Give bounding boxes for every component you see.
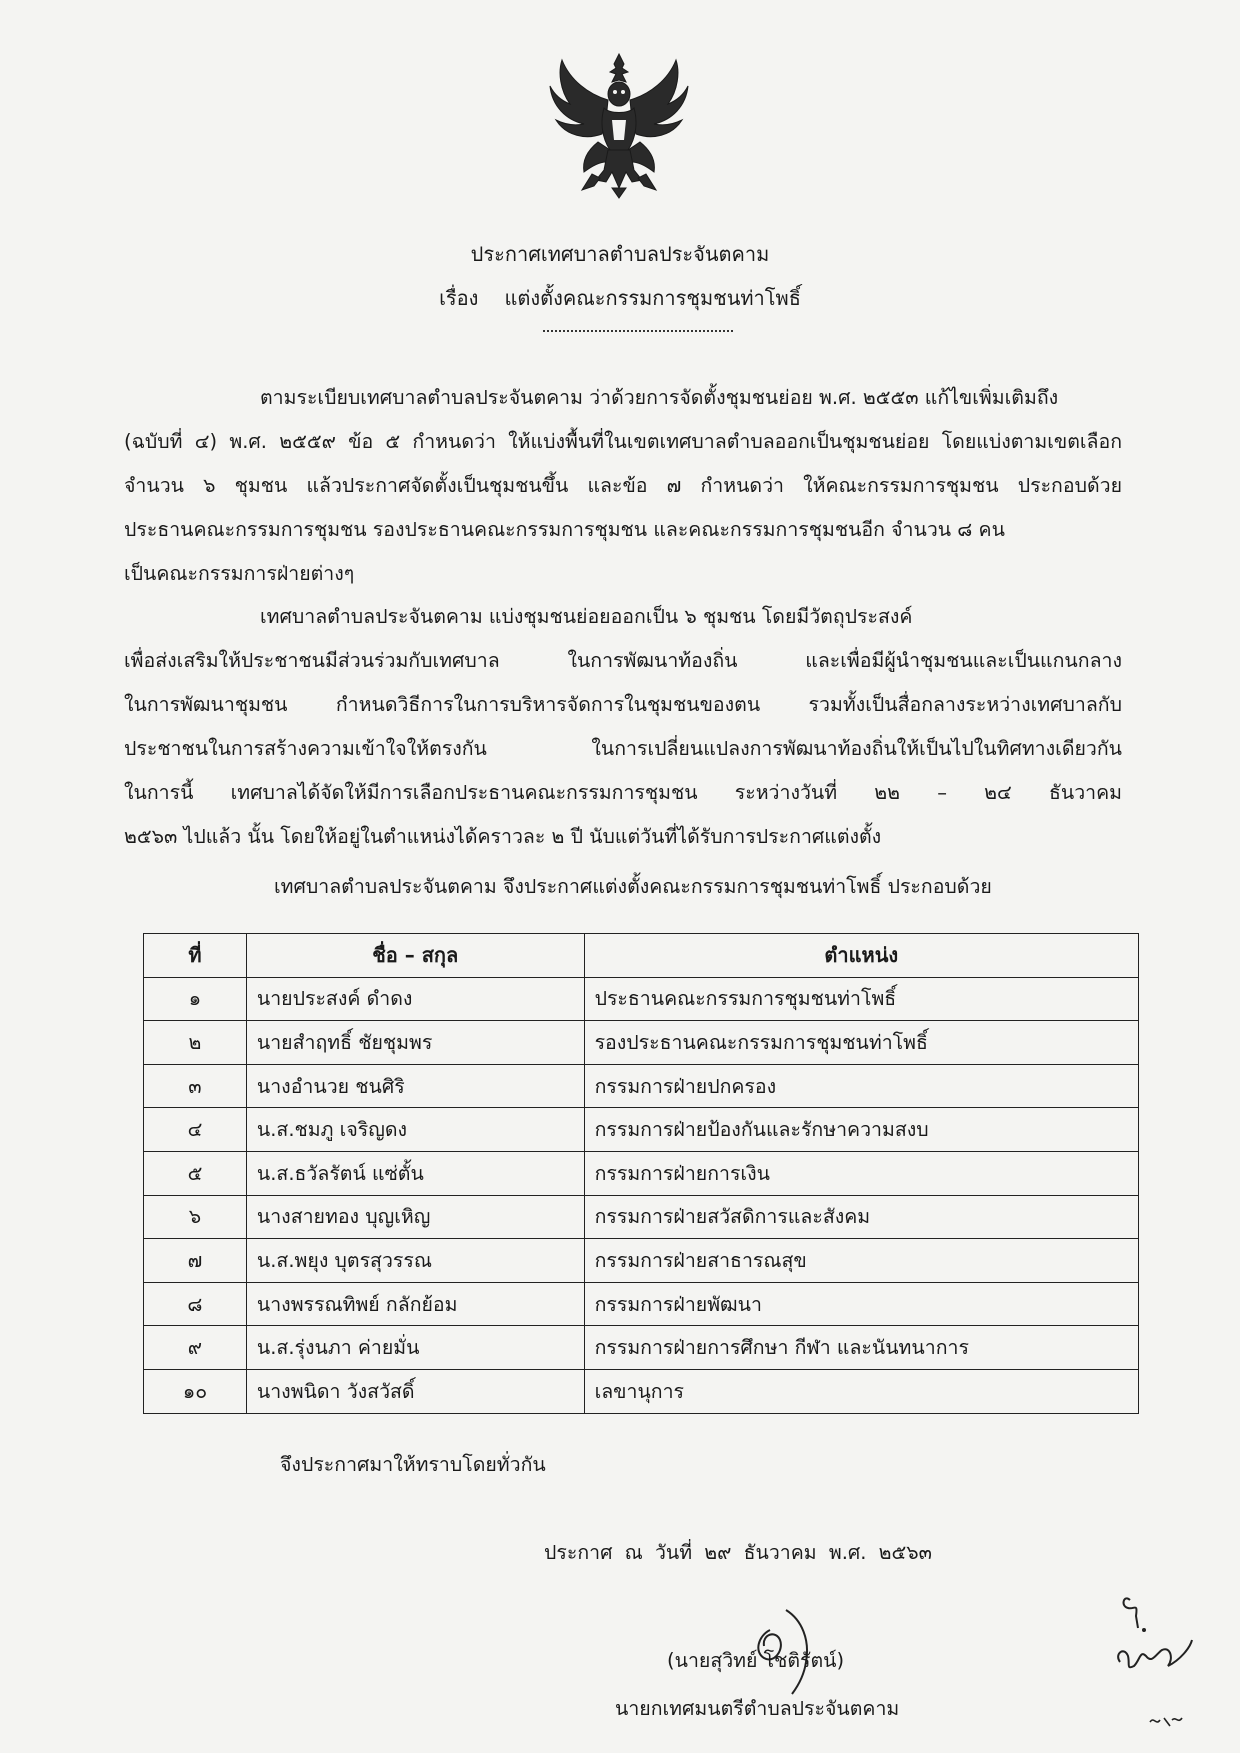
cell-number: ๑๐ xyxy=(144,1369,247,1413)
cell-position: กรรมการฝ่ายการศึกษา กีฬา และนันทนาการ xyxy=(584,1326,1138,1370)
cell-position: กรรมการฝ่ายการเงิน xyxy=(584,1151,1138,1195)
cell-position: กรรมการฝ่ายสาธารณสุข xyxy=(584,1239,1138,1283)
table-row xyxy=(144,977,1139,1021)
cell-number: ๖ xyxy=(144,1195,247,1239)
paragraph-line: เทศบาลตำบลประจันตคาม จึงประกาศแต่งตั้งคณะกรรมการชุมชนท่าโพธิ์ ประกอบด้วย xyxy=(274,875,992,898)
paragraph-line: ในการนี้ เทศบาลได้จัดให้มีการเลือกประธานคณะกรรมการชุมชน ระหว่างวันที่ ๒๒ – ๒๔ ธันวาคม xyxy=(124,781,1122,804)
cell-name: นายสำฤทธิ์ ชัยชุมพร xyxy=(246,1021,584,1065)
announcement-subject xyxy=(0,282,1240,314)
table-header-row xyxy=(144,934,1139,978)
table-row xyxy=(144,1064,1139,1108)
cell-number: ๑ xyxy=(144,977,247,1021)
cell-number: ๔ xyxy=(144,1108,247,1152)
cell-number: ๘ xyxy=(144,1282,247,1326)
paragraph-line: ๒๕๖๓ ไปแล้ว นั้น โดยให้อยู่ในตำแหน่งได้คราวละ ๒ ปี นับแต่วันที่ได้รับการประกาศแต่งตั้ง xyxy=(124,825,882,848)
table-row xyxy=(144,1151,1139,1195)
cell-name: น.ส.ธวัลรัตน์ แซ่ตั้น xyxy=(246,1151,584,1195)
paragraph-line: ประธานคณะกรรมการชุมชน รองประธานคณะกรรมการชุมชน และคณะกรรมการชุมชนอีก จำนวน ๘ คน xyxy=(124,518,1005,541)
subject-label: เรื่อง xyxy=(439,286,479,310)
paragraph-line: ตามระเบียบเทศบาลตำบลประจันตคาม ว่าด้วยการจัดตั้งชุมชนย่อย พ.ศ. ๒๕๕๓ แก้ไขเพิ่มเติมถึง xyxy=(260,386,1059,409)
announcement-title: ประกาศเทศบาลตำบลประจันตคาม xyxy=(470,242,770,266)
cell-number: ๓ xyxy=(144,1064,247,1108)
column-header-position: ตำแหน่ง xyxy=(584,934,1138,978)
signatory-position: นายกเทศมนตรีตำบลประจันตคาม xyxy=(615,1697,900,1720)
table-row xyxy=(144,1282,1139,1326)
paragraph-line: (ฉบับที่ ๔) พ.ศ. ๒๕๕๙ ข้อ ๕ กำหนดว่า ให้แบ่งพื้นที่ในเขตเทศบาลตำบลออกเป็นชุมชนย่อย โดยแบ่งตามเขตเลือก xyxy=(124,430,1122,453)
cell-number: ๙ xyxy=(144,1326,247,1370)
column-header-name: ชื่อ – สกุล xyxy=(246,934,584,978)
handwritten-initials-icon xyxy=(1110,1580,1210,1750)
paragraph-line: เทศบาลตำบลประจันตคาม แบ่งชุมชนย่อยออกเป็น ๖ ชุมชน โดยมีวัตถุประสงค์ xyxy=(260,605,913,628)
cell-position: รองประธานคณะกรรมการชุมชนท่าโพธิ์ xyxy=(584,1021,1138,1065)
signatory-name: (นายสุวิทย์ โชติรัตน์) xyxy=(667,1649,845,1672)
cell-name: นางอำนวย ชนศิริ xyxy=(246,1064,584,1108)
cell-number: ๕ xyxy=(144,1151,247,1195)
paragraph-line: เป็นคณะกรรมการฝ่ายต่างๆ xyxy=(124,562,355,585)
cell-position: กรรมการฝ่ายสวัสดิการและสังคม xyxy=(584,1195,1138,1239)
table-row xyxy=(144,1326,1139,1370)
paragraph-line: เพื่อส่งเสริมให้ประชาชนมีส่วนร่วมกับเทศบาล ในการพัฒนาท้องถิ่น และเพื่อมีผู้นำชุมชนและเป็นแกนกลาง xyxy=(124,649,1122,672)
cell-position: กรรมการฝ่ายป้องกันและรักษาความสงบ xyxy=(584,1108,1138,1152)
garuda-emblem-icon xyxy=(548,50,690,200)
cell-name: นางสายทอง บุญเหิญ xyxy=(246,1195,584,1239)
cell-name: นายประสงค์ ดำดง xyxy=(246,977,584,1021)
cell-number: ๒ xyxy=(144,1021,247,1065)
table-row xyxy=(144,1021,1139,1065)
column-header-number: ที่ xyxy=(144,934,247,978)
committee-table xyxy=(143,933,1139,1414)
cell-number: ๗ xyxy=(144,1239,247,1283)
subject-text: แต่งตั้งคณะกรรมการชุมชนท่าโพธิ์ xyxy=(504,286,801,310)
table-row xyxy=(144,1108,1139,1152)
cell-position: ประธานคณะกรรมการชุมชนท่าโพธิ์ xyxy=(584,977,1138,1021)
cell-name: น.ส.พยุง บุตรสุวรรณ xyxy=(246,1239,584,1283)
table-row xyxy=(144,1369,1139,1413)
cell-position: กรรมการฝ่ายพัฒนา xyxy=(584,1282,1138,1326)
paragraph-line: ประชาชนในการสร้างความเข้าใจให้ตรงกัน ในการเปลี่ยนแปลงการพัฒนาท้องถิ่นให้เป็นไปในทิศทางเดียวกัน xyxy=(124,737,1122,760)
cell-name: น.ส.รุ่งนภา ค่ายมั่น xyxy=(246,1326,584,1370)
table-row xyxy=(144,1239,1139,1283)
dotted-separator xyxy=(543,330,733,332)
cell-name: นางพรรณทิพย์ กลักย้อม xyxy=(246,1282,584,1326)
table-row xyxy=(144,1195,1139,1239)
closing-statement: จึงประกาศมาให้ทราบโดยทั่วกัน xyxy=(280,1453,546,1476)
cell-name: นางพนิดา วังสวัสดิ์ xyxy=(246,1369,584,1413)
paragraph-line: จำนวน ๖ ชุมชน แล้วประกาศจัดตั้งเป็นชุมชนขึ้น และข้อ ๗ กำหนดว่า ให้คณะกรรมการชุมชน ประกอบด้วย xyxy=(124,474,1122,497)
paragraph-line: ในการพัฒนาชุมชน กำหนดวิธีการในการบริหารจัดการในชุมชนของตน รวมทั้งเป็นสื่อกลางระหว่างเทศบาลกับ xyxy=(124,693,1122,716)
announcement-date: ประกาศ ณ วันที่ ๒๙ ธันวาคม พ.ศ. ๒๕๖๓ xyxy=(544,1541,932,1564)
cell-position: เลขานุการ xyxy=(584,1369,1138,1413)
cell-position: กรรมการฝ่ายปกครอง xyxy=(584,1064,1138,1108)
cell-name: น.ส.ชมภู เจริญดง xyxy=(246,1108,584,1152)
